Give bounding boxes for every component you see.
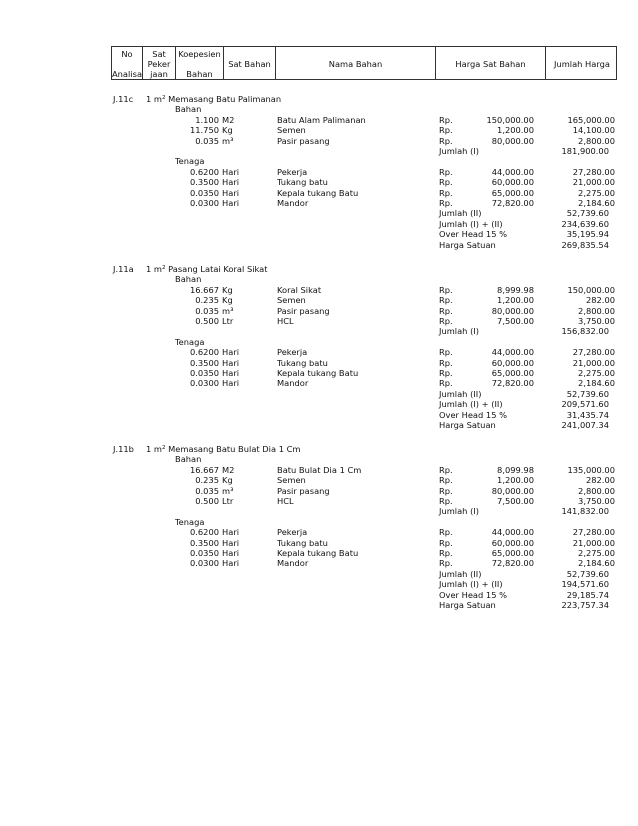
tenaga-item-total: 2,184.60 <box>578 198 615 208</box>
bahan-item-name: Pasir pasang <box>277 485 330 496</box>
tenaga-item-total: 27,280.00 <box>572 166 615 177</box>
tenaga-item-unit: Hari <box>222 357 240 368</box>
tenaga-item-name: Kepala tukang Batu <box>277 548 359 558</box>
summary-label: Over Head 15 % <box>439 409 508 420</box>
tenaga-item-coef: 0.6200 <box>189 527 219 538</box>
bahan-item-name: Koral Sikat <box>277 284 322 295</box>
bahan-item-unit: m³ <box>222 485 234 496</box>
bahan-item-price: 150,000.00 <box>486 114 534 125</box>
tenaga-label: Tenaga <box>175 156 205 167</box>
tenaga-item-rp: Rp. <box>439 558 453 569</box>
unit-superscript: 2 <box>162 445 166 451</box>
tenaga-item-coef: 0.3500 <box>189 177 219 188</box>
bahan-item-coef: 0.500 <box>195 496 219 506</box>
unit-superscript: 2 <box>162 265 166 271</box>
summary-value: 31,435.74 <box>566 409 609 420</box>
jumlah-1-label: Jumlah (I) <box>439 326 479 337</box>
tenaga-item-total: 2,275.00 <box>578 187 615 198</box>
bahan-item-total: 3,750.00 <box>578 496 615 506</box>
tenaga-item-price: 60,000.00 <box>491 537 534 548</box>
bahan-item-rp: Rp. <box>439 114 453 125</box>
tenaga-item-name: Kepala tukang Batu <box>277 368 359 378</box>
bahan-item-name: Semen <box>277 475 306 486</box>
header-table <box>111 46 617 80</box>
tenaga-item-unit: Hari <box>222 177 240 188</box>
bahan-item-price: 1,200.00 <box>497 295 534 306</box>
bahan-item-price: 1,200.00 <box>497 125 534 136</box>
summary-value: 29,185.74 <box>566 589 609 600</box>
tenaga-item-coef: 0.6200 <box>189 166 219 177</box>
bahan-item-rp: Rp. <box>439 464 453 475</box>
bahan-item-coef: 0.235 <box>195 295 219 306</box>
bahan-item-coef: 0.500 <box>195 316 219 326</box>
tenaga-item-unit: Hari <box>222 558 240 569</box>
bahan-item-rp: Rp. <box>439 135 453 146</box>
tenaga-item-price: 44,000.00 <box>491 527 534 538</box>
tenaga-item-rp: Rp. <box>439 368 453 378</box>
tenaga-item-unit: Hari <box>222 527 240 538</box>
header-sat-bahan: Sat Bahan <box>228 59 271 69</box>
bahan-item-unit: M2 <box>222 464 235 475</box>
tenaga-item-rp: Rp. <box>439 378 453 389</box>
bahan-item-total: 150,000.00 <box>567 284 615 295</box>
bahan-label: Bahan <box>175 104 202 115</box>
header-sat-line3: jaan <box>150 69 168 79</box>
header-nama-bahan: Nama Bahan <box>328 59 383 69</box>
tenaga-item-total: 27,280.00 <box>572 347 615 358</box>
tenaga-label: Tenaga <box>175 336 205 347</box>
header-col-sat <box>143 47 176 79</box>
bahan-item-total: 165,000.00 <box>567 114 615 125</box>
tenaga-item-name: Tukang batu <box>277 357 328 368</box>
tenaga-item-name: Mandor <box>277 378 309 389</box>
header-harga-sat: Harga Sat Bahan <box>455 59 526 69</box>
summary-label: Harga Satuan <box>439 420 496 430</box>
summary-value: 52,739.60 <box>566 388 609 399</box>
summary-value: 209,571.60 <box>561 399 609 410</box>
tenaga-item-total: 2,275.00 <box>578 368 615 378</box>
summary-value: 234,639.60 <box>561 218 609 229</box>
tenaga-item-coef: 0.6200 <box>189 347 219 358</box>
bahan-item-name: Pasir pasang <box>277 305 330 316</box>
bahan-item-coef: 0.035 <box>195 135 219 146</box>
tenaga-item-rp: Rp. <box>439 198 453 208</box>
bahan-item-unit: Ltr <box>222 496 234 506</box>
header-col-nama-bahan <box>276 47 436 79</box>
bahan-item-rp: Rp. <box>439 485 453 496</box>
bahan-item-coef: 16.667 <box>189 464 219 475</box>
item-title: 1 $m^2$ Pasang Latai Koral Sikat <box>146 264 268 274</box>
tenaga-item-rp: Rp. <box>439 527 453 538</box>
tenaga-item-total: 21,000.00 <box>572 177 615 188</box>
tenaga-item-coef: 0.0300 <box>189 558 219 569</box>
bahan-item-price: 8,099.98 <box>497 464 534 475</box>
summary-label: Jumlah (I) + (II) <box>439 218 503 229</box>
bahan-item-total: 2,800.00 <box>578 305 615 316</box>
bahan-item-total: 3,750.00 <box>578 316 615 326</box>
tenaga-item-coef: 0.3500 <box>189 537 219 548</box>
header-koef-line2: Bahan <box>186 69 213 79</box>
tenaga-item-unit: Hari <box>222 166 240 177</box>
tenaga-item-rp: Rp. <box>439 537 453 548</box>
tenaga-item-name: Mandor <box>277 558 309 569</box>
jumlah-1-value: 141,832.00 <box>561 506 609 517</box>
header-koef-line1: Koepesien <box>178 49 221 59</box>
bahan-item-rp: Rp. <box>439 284 453 295</box>
summary-value: 35,195.94 <box>566 229 609 240</box>
jumlah-1-label: Jumlah (I) <box>439 146 479 156</box>
bahan-item-coef: 11.750 <box>189 125 219 136</box>
bahan-item-total: 14,100.00 <box>572 125 615 136</box>
tenaga-item-coef: 0.3500 <box>189 357 219 368</box>
tenaga-item-price: 65,000.00 <box>491 368 534 378</box>
bahan-item-unit: Kg <box>222 284 233 295</box>
bahan-item-rp: Rp. <box>439 295 453 306</box>
bahan-item-price: 8,999.98 <box>497 284 534 295</box>
header-col-no <box>112 47 143 79</box>
bahan-item-price: 7,500.00 <box>497 316 534 326</box>
bahan-item-price: 7,500.00 <box>497 496 534 506</box>
bahan-item-unit: Kg <box>222 125 233 136</box>
tenaga-item-coef: 0.0350 <box>189 368 219 378</box>
tenaga-item-price: 65,000.00 <box>491 548 534 558</box>
bahan-item-name: Semen <box>277 295 306 306</box>
summary-label: Jumlah (I) + (II) <box>439 579 503 590</box>
bahan-item-rp: Rp. <box>439 496 453 506</box>
bahan-item-coef: 0.035 <box>195 305 219 316</box>
bahan-item-price: 80,000.00 <box>491 305 534 316</box>
bahan-item-unit: Kg <box>222 475 233 486</box>
tenaga-item-total: 2,275.00 <box>578 548 615 558</box>
bahan-item-name: HCL <box>277 496 294 506</box>
bahan-item-name: HCL <box>277 316 294 326</box>
tenaga-item-total: 21,000.00 <box>572 537 615 548</box>
tenaga-item-price: 44,000.00 <box>491 166 534 177</box>
bahan-item-rp: Rp. <box>439 475 453 486</box>
tenaga-item-name: Mandor <box>277 198 309 208</box>
bahan-item-price: 80,000.00 <box>491 485 534 496</box>
header-col-koef <box>176 47 224 79</box>
bahan-item-total: 135,000.00 <box>567 464 615 475</box>
bahan-item-name: Pasir pasang <box>277 135 330 146</box>
item-code: J.11c <box>113 94 134 104</box>
tenaga-item-unit: Hari <box>222 187 240 198</box>
bahan-item-name: Semen <box>277 125 306 136</box>
tenaga-item-coef: 0.0350 <box>189 187 219 198</box>
tenaga-item-coef: 0.0350 <box>189 548 219 558</box>
bahan-item-price: 80,000.00 <box>491 135 534 146</box>
tenaga-item-price: 60,000.00 <box>491 357 534 368</box>
bahan-item-total: 282.00 <box>585 295 615 306</box>
bahan-item-name: Batu Bulat Dia 1 Cm <box>277 464 362 475</box>
header-no-line2: Analisa <box>112 69 143 79</box>
tenaga-item-rp: Rp. <box>439 187 453 198</box>
tenaga-item-rp: Rp. <box>439 347 453 358</box>
bahan-item-unit: Ltr <box>222 316 234 326</box>
tenaga-label: Tenaga <box>175 516 205 527</box>
tenaga-item-unit: Hari <box>222 537 240 548</box>
summary-label: Jumlah (II) <box>439 208 482 219</box>
jumlah-1-value: 156,832.00 <box>561 326 609 337</box>
summary-value: 223,757.34 <box>561 600 609 610</box>
header-sat-line1: Sat <box>152 49 166 59</box>
bahan-item-coef: 0.235 <box>195 475 219 486</box>
summary-label: Harga Satuan <box>439 600 496 610</box>
tenaga-item-total: 2,184.60 <box>578 378 615 389</box>
tenaga-item-rp: Rp. <box>439 357 453 368</box>
summary-value: 269,835.54 <box>561 239 609 250</box>
bahan-item-rp: Rp. <box>439 305 453 316</box>
tenaga-item-unit: Hari <box>222 378 240 389</box>
bahan-item-price: 1,200.00 <box>497 475 534 486</box>
tenaga-item-price: 65,000.00 <box>491 187 534 198</box>
tenaga-item-name: Pekerja <box>277 347 308 358</box>
header-jumlah-harga: Jumlah Harga <box>553 59 610 69</box>
tenaga-item-rp: Rp. <box>439 548 453 558</box>
unit-superscript: 2 <box>162 95 166 101</box>
bahan-item-rp: Rp. <box>439 316 453 326</box>
tenaga-item-rp: Rp. <box>439 177 453 188</box>
tenaga-item-name: Tukang batu <box>277 177 328 188</box>
jumlah-1-label: Jumlah (I) <box>439 506 479 517</box>
tenaga-item-rp: Rp. <box>439 166 453 177</box>
bahan-item-coef: 0.035 <box>195 485 219 496</box>
bahan-item-coef: 16.667 <box>189 284 219 295</box>
tenaga-item-price: 72,820.00 <box>491 198 534 208</box>
item-title: 1 $m^2$ Memasang Batu Bulat Dia 1 Cm <box>146 444 301 454</box>
summary-label: Jumlah (I) + (II) <box>439 399 503 410</box>
bahan-item-unit: M2 <box>222 114 235 125</box>
header-col-jumlah-harga <box>546 47 618 79</box>
summary-value: 194,571.60 <box>561 579 609 590</box>
item-code: J.11a <box>113 264 134 274</box>
summary-value: 52,739.60 <box>566 208 609 219</box>
tenaga-item-coef: 0.0300 <box>189 378 219 389</box>
tenaga-item-price: 72,820.00 <box>491 378 534 389</box>
summary-label: Jumlah (II) <box>439 568 482 579</box>
header-col-sat-bahan <box>224 47 276 79</box>
header-col-harga-sat <box>436 47 546 79</box>
header-sat-line2: Peker <box>147 59 171 69</box>
bahan-item-unit: m³ <box>222 135 234 146</box>
tenaga-item-price: 72,820.00 <box>491 558 534 569</box>
tenaga-item-name: Pekerja <box>277 166 308 177</box>
bahan-item-total: 2,800.00 <box>578 135 615 146</box>
tenaga-item-unit: Hari <box>222 347 240 358</box>
tenaga-item-unit: Hari <box>222 548 240 558</box>
summary-label: Over Head 15 % <box>439 229 508 240</box>
tenaga-item-name: Kepala tukang Batu <box>277 187 359 198</box>
tenaga-item-unit: Hari <box>222 368 240 378</box>
jumlah-1-value: 181,900.00 <box>561 146 609 156</box>
tenaga-item-total: 21,000.00 <box>572 357 615 368</box>
bahan-label: Bahan <box>175 274 202 285</box>
header-no-line1: No <box>121 49 133 59</box>
tenaga-item-price: 60,000.00 <box>491 177 534 188</box>
summary-label: Harga Satuan <box>439 239 496 250</box>
tenaga-item-total: 2,184.60 <box>578 558 615 569</box>
bahan-item-rp: Rp. <box>439 125 453 136</box>
bahan-item-name: Batu Alam Palimanan <box>277 114 366 125</box>
tenaga-item-name: Pekerja <box>277 527 308 538</box>
item-title: 1 $m^2$ Memasang Batu Palimanan <box>146 94 282 104</box>
item-code: J.11b <box>113 444 134 454</box>
bahan-label: Bahan <box>175 454 202 465</box>
summary-value: 241,007.34 <box>561 420 609 430</box>
summary-label: Over Head 15 % <box>439 589 508 600</box>
tenaga-item-coef: 0.0300 <box>189 198 219 208</box>
summary-label: Jumlah (II) <box>439 388 482 399</box>
bahan-item-total: 2,800.00 <box>578 485 615 496</box>
bahan-item-unit: Kg <box>222 295 233 306</box>
tenaga-item-total: 27,280.00 <box>572 527 615 538</box>
bahan-item-coef: 1.100 <box>195 114 219 125</box>
tenaga-item-price: 44,000.00 <box>491 347 534 358</box>
bahan-item-unit: m³ <box>222 305 234 316</box>
summary-value: 52,739.60 <box>566 568 609 579</box>
tenaga-item-unit: Hari <box>222 198 240 208</box>
tenaga-item-name: Tukang batu <box>277 537 328 548</box>
bahan-item-total: 282.00 <box>585 475 615 486</box>
